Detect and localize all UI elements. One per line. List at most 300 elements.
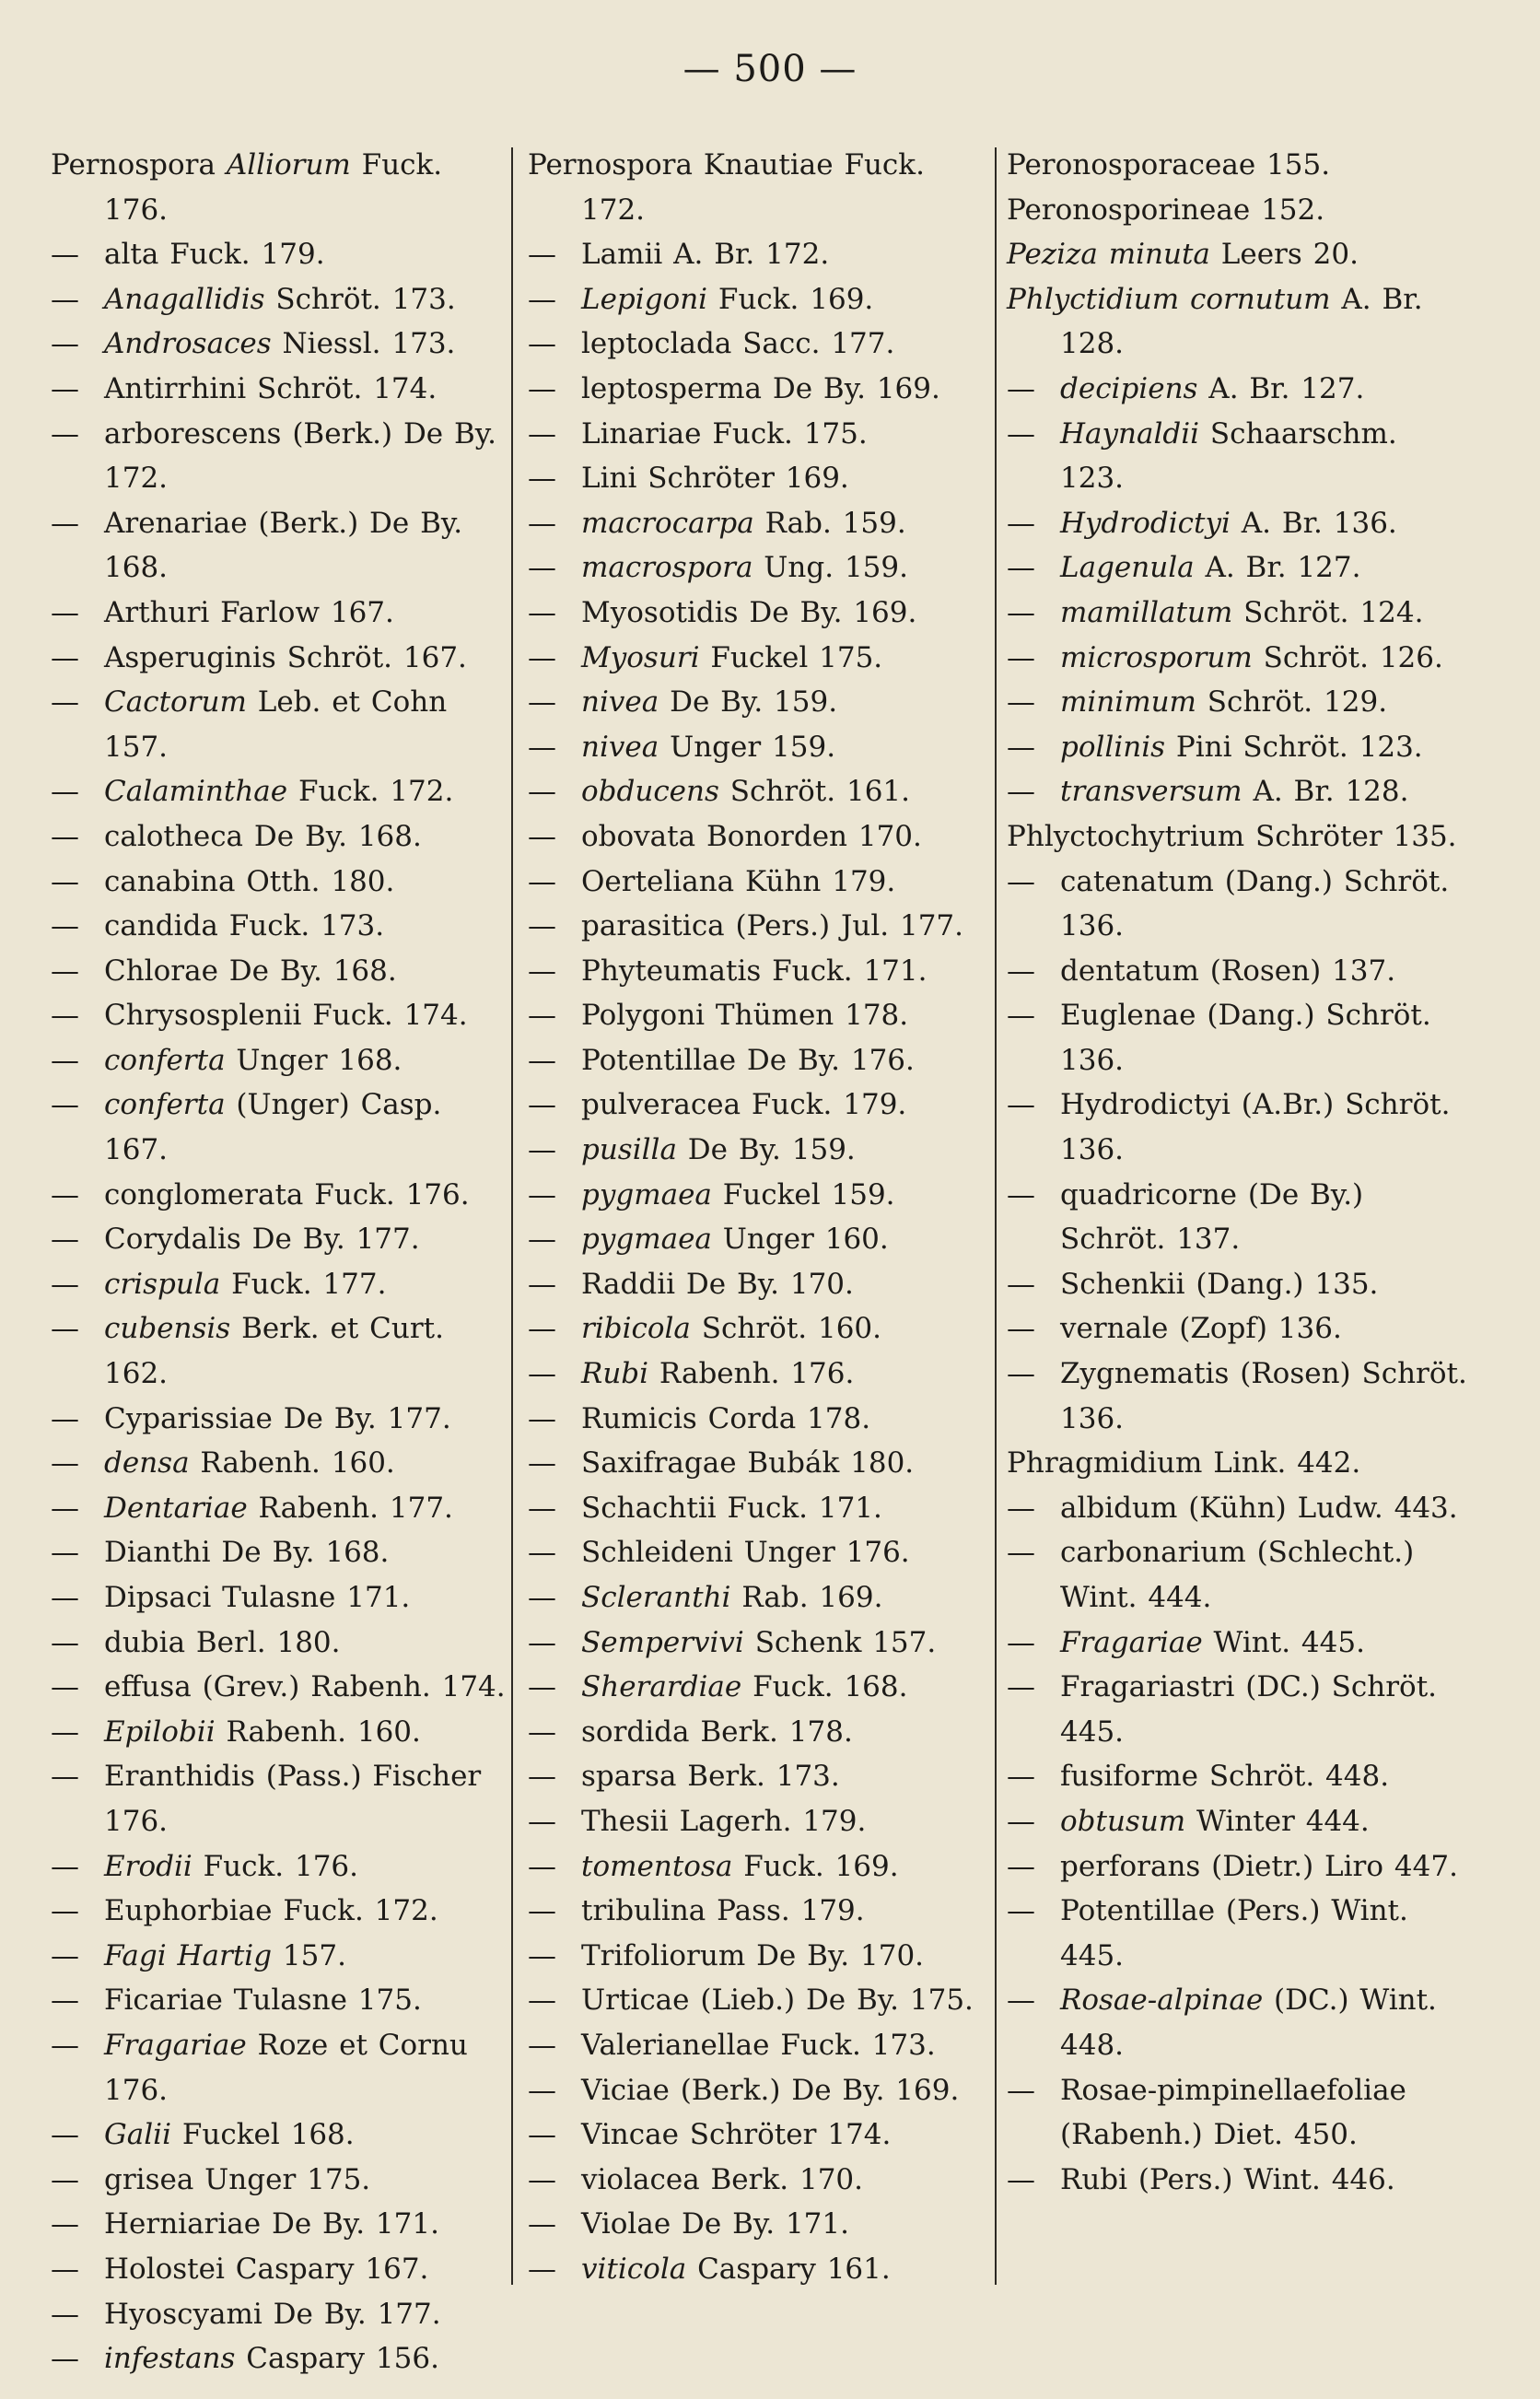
entry-text: Fuckel 168. [171,2118,355,2152]
entry-text: Corydalis De By. 177. [104,1223,420,1257]
index-entry [51,591,511,636]
entry-text: Rumicis Corda 178. [581,1401,871,1435]
entry-text: Rabenh. 177. [247,1491,453,1525]
entry-text: Lini Schröter 169. [581,462,849,496]
entry-dash: — [528,864,556,898]
entry-italic-name: Sempervivi [581,1625,744,1659]
entry-dash: — [51,595,79,629]
entry-dash: — [1007,1357,1035,1391]
index-entry [51,412,511,501]
index-entry [528,1621,988,1666]
index-column-3 [1007,143,1467,2202]
index-entry [1007,1173,1467,1262]
entry-italic-name: macrocarpa [581,506,754,540]
entry-dash: — [1007,1088,1035,1122]
entry-dash: — [51,2118,79,2152]
entry-text: A. Br. 127. [1197,371,1365,405]
index-entry [1007,1262,1467,1307]
entry-text: Rabenh. 160. [215,1714,421,1749]
entry-text: Schröt. 124. [1232,595,1424,629]
entry-text: Unger 168. [225,1043,402,1077]
index-entry [1007,814,1467,860]
entry-text: Phlyctochytrium Schröter 135. [1007,819,1457,853]
index-entry [51,232,511,277]
entry-dash: — [1007,1849,1035,1883]
entry-text: Asperuginis Schröt. 167. [104,640,467,674]
entry-text: Rab. 169. [730,1581,883,1614]
entry-text: Rubi (Pers.) Wint. 446. [1060,2162,1395,2196]
entry-italic-name: Haynaldii [1060,416,1200,451]
index-entry [51,1173,511,1218]
index-entry [51,993,511,1038]
index-entry [528,1575,988,1621]
index-entry [51,1217,511,1262]
entry-dash: — [51,1984,79,2018]
index-entry [51,1978,511,2023]
entry-text: leptoclada Sacc. 177. [581,327,895,361]
entry-text: A. Br. 127. [1194,551,1361,585]
entry-dash: — [528,640,556,674]
entry-dash: — [528,1938,556,1972]
entry-text: Hydrodictyi (A.Br.) Schröt. 136. [1060,1088,1451,1167]
index-entry [1007,412,1467,501]
entry-dash: — [528,1625,556,1659]
entry-text: Schaarschm. 123. [1060,416,1397,496]
entry-text: Saxifragae Bubák 180. [581,1446,915,1480]
entry-dash: — [1007,1536,1035,1570]
index-entry [51,1621,511,1666]
entry-italic-name: Erodii [104,1849,192,1883]
entry-dash: — [528,819,556,853]
entry-italic-name: cubensis [104,1312,231,1346]
entry-dash: — [528,1043,556,1077]
entry-italic-name: pygmaea [581,1223,712,1257]
entry-text: Pernospora [51,148,227,181]
entry-text: Fuck. 172. [287,775,454,809]
entry-dash: — [528,506,556,540]
entry-text: Vincae Schröter 174. [581,2118,892,2152]
entry-text: Herniariae De By. 171. [104,2207,439,2241]
entry-dash: — [1007,999,1035,1033]
entry-italic-name: Alliorum [226,148,351,181]
entry-dash: — [528,2118,556,2152]
index-entry [528,501,988,546]
entry-text: Roze et Cornu 176. [104,2028,468,2107]
index-entry [51,1844,511,1890]
index-entry [528,1844,988,1890]
entry-text: Euglenae (Dang.) Schröt. 136. [1060,999,1431,1077]
index-entry [51,1038,511,1083]
entry-text: obovata Bonorden 170. [581,819,922,853]
index-entry [51,1082,511,1172]
entry-italic-name: Phlyctidium cornutum [1007,282,1331,316]
index-entry [51,367,511,412]
index-entry [51,2292,511,2337]
index-entry [528,769,988,814]
entry-text: Schleideni Unger 176. [581,1536,910,1570]
entry-text: perforans (Dietr.) Liro 447. [1060,1849,1458,1883]
index-entry [528,993,988,1038]
entry-dash: — [528,327,556,361]
entry-text: A. Br. 128. [1242,775,1409,809]
index-entry [528,1934,988,1979]
entry-text: catenatum (Dang.) Schröt. 136. [1060,864,1450,943]
entry-dash: — [528,1849,556,1883]
entry-dash: — [51,1401,79,1435]
entry-dash: — [1007,506,1035,540]
entry-text: Lamii A. Br. 172. [581,238,830,272]
entry-dash: — [51,1581,79,1614]
index-entry [528,277,988,322]
entry-dash: — [1007,864,1035,898]
entry-text: Fuck. 176. [192,1849,359,1883]
entry-dash: — [528,1491,556,1525]
entry-dash: — [51,775,79,809]
index-entry [51,1754,511,1843]
index-entry [528,412,988,457]
entry-text: sparsa Berk. 173. [581,1760,840,1794]
entry-text: Fuck. 177. [220,1267,387,1301]
entry-italic-name: Calaminthae [104,775,288,809]
column-divider [511,147,513,2285]
entry-text: Rabenh. 176. [648,1357,855,1391]
entry-dash: — [528,1177,556,1211]
entry-dash: — [528,1984,556,2018]
entry-dash: — [51,954,79,988]
index-entry [528,1799,988,1844]
entry-italic-name: Peziza minuta [1007,238,1210,272]
entry-dash: — [528,2207,556,2241]
entry-dash: — [1007,1491,1035,1525]
entry-text: Schachtii Fuck. 171. [581,1491,882,1525]
index-entry [51,2247,511,2292]
entry-text: Fuck. 176. [104,148,443,227]
entry-italic-name: Fragariae [104,2028,247,2062]
entry-text: candida Fuck. 173. [104,909,385,943]
index-entry [1007,725,1467,770]
entry-text: Chrysosplenii Fuck. 174. [104,999,468,1033]
entry-dash: — [1007,551,1035,585]
index-entry [51,680,511,769]
index-entry [1007,1844,1467,1890]
entry-text: De By. 159. [676,1133,856,1167]
entry-italic-name: Lagenula [1060,551,1195,585]
index-entry [51,1486,511,1531]
entry-text: dentatum (Rosen) 137. [1060,954,1396,988]
index-entry [1007,1799,1467,1844]
index-entry [51,636,511,681]
entry-dash: — [528,775,556,809]
entry-italic-name: conferta [104,1088,226,1122]
entry-text: carbonarium (Schlecht.) Wint. 444. [1060,1536,1415,1614]
entry-text: Schenk 157. [743,1625,937,1659]
index-entry [528,904,988,949]
entry-dash: — [1007,730,1035,764]
entry-text: conglomerata Fuck. 176. [104,1177,470,1211]
index-entry [528,1441,988,1486]
column-divider [995,147,997,2285]
entry-italic-name: viticola [581,2252,687,2286]
entry-text: Dianthi De By. 168. [104,1536,390,1570]
entry-dash: — [51,1714,79,1749]
entry-dash: — [51,2342,79,2376]
entry-italic-name: Androsaces [104,327,272,361]
index-entry [51,2202,511,2247]
entry-text: Linariae Fuck. 175. [581,416,868,451]
entry-italic-name: ribicola [581,1312,691,1346]
entry-text: Leers 20. [1209,238,1359,272]
entry-dash: — [528,999,556,1033]
entry-dash: — [51,1223,79,1257]
entry-text: effusa (Grev.) Rabenh. 174. [104,1670,506,1704]
entry-dash: — [51,999,79,1033]
entry-text: Myosotidis De By. 169. [581,595,917,629]
entry-text: Caspary 161. [686,2252,891,2286]
index-entry [1007,277,1467,367]
entry-text: Thesii Lagerh. 179. [581,1804,867,1838]
entry-text: Fuck. 168. [741,1670,908,1704]
entry-dash: — [1007,1312,1035,1346]
entry-text: Schröt. 126. [1252,640,1443,674]
entry-text: Winter 444. [1185,1804,1370,1838]
entry-italic-name: densa [104,1446,190,1480]
index-entry [51,769,511,814]
entry-dash: — [528,551,556,585]
entry-text: Urticae (Lieb.) De By. 175. [581,1984,974,2018]
entry-text: Caspary 156. [235,2342,439,2376]
entry-dash: — [1007,1670,1035,1704]
index-entry [1007,993,1467,1082]
entry-italic-name: mamillatum [1060,595,1233,629]
entry-text: Pernospora Knautiae Fuck. 172. [528,148,925,227]
entry-dash: — [1007,1804,1035,1838]
entry-dash: — [51,909,79,943]
entry-dash: — [51,1043,79,1077]
entry-italic-name: Epilobii [104,1714,216,1749]
entry-dash: — [528,1088,556,1122]
index-entry [51,2336,511,2381]
entry-italic-name: Fragariae [1060,1625,1203,1659]
entry-text: Pini Schröt. 123. [1165,730,1423,764]
entry-text: Viciae (Berk.) De By. 169. [581,2073,960,2107]
entry-dash: — [1007,1894,1035,1928]
entry-italic-name: Lepigoni [581,282,708,316]
entry-text: Wint. 445. [1202,1625,1365,1659]
entry-dash: — [51,1536,79,1570]
entry-text: pulveracea Fuck. 179. [581,1088,907,1122]
entry-dash: — [528,1760,556,1794]
index-entry [528,591,988,636]
entry-text: leptosperma De By. 169. [581,371,940,405]
entry-dash: — [528,1536,556,1570]
entry-dash: — [1007,1984,1035,2018]
entry-italic-name: Myosuri [581,640,700,674]
entry-text: Schröt. 161. [718,775,910,809]
entry-dash: — [51,1625,79,1659]
entry-italic-name: decipiens [1060,371,1198,405]
index-entry [51,1665,511,1710]
entry-italic-name: Galii [104,2118,171,2152]
index-entry [528,636,988,681]
index-entry [51,277,511,322]
entry-dash: — [51,1849,79,1883]
entry-text: (DC.) Wint. 448. [1060,1984,1437,2062]
entry-text: grisea Unger 175. [104,2162,371,2196]
index-entry [1007,1530,1467,1620]
entry-dash: — [528,2028,556,2062]
entry-italic-name: obtusum [1060,1804,1186,1838]
entry-text: Ung. 159. [752,551,908,585]
index-entry [528,1352,988,1397]
entry-dash: — [51,416,79,451]
entry-italic-name: Rubi [581,1357,649,1391]
entry-dash: — [51,1446,79,1480]
entry-dash: — [528,1401,556,1435]
index-entry [1007,2068,1467,2158]
entry-text: Phragmidium Link. 442. [1007,1446,1361,1480]
entry-dash: — [51,2252,79,2286]
entry-italic-name: pollinis [1060,730,1166,764]
index-entry [528,367,988,412]
index-entry [528,1754,988,1799]
entry-text: Leb. et Cohn 157. [104,685,448,764]
entry-text: tribulina Pass. 179. [581,1894,865,1928]
entry-dash: — [1007,416,1035,451]
index-entry [1007,1754,1467,1799]
index-entry [51,2112,511,2158]
entry-text: 157. [272,1938,346,1972]
entry-dash: — [528,1714,556,1749]
index-entry [51,860,511,905]
entry-text: Fragariastri (DC.) Schröt. 445. [1060,1670,1438,1749]
index-entry [528,1038,988,1083]
entry-text: Cyparissiae De By. 177. [104,1401,451,1435]
entry-dash: — [51,864,79,898]
entry-dash: — [51,1760,79,1794]
entry-dash: — [528,1581,556,1614]
index-entry [1007,545,1467,591]
index-entry [528,232,988,277]
index-entry [51,1397,511,1442]
entry-dash: — [528,2162,556,2196]
entry-dash: — [1007,595,1035,629]
index-entry [528,1082,988,1128]
index-entry [51,1889,511,1934]
index-entry [1007,1978,1467,2067]
entry-text: Euphorbiae Fuck. 172. [104,1894,438,1928]
entry-text: A. Br. 136. [1230,506,1397,540]
entry-italic-name: Fagi Hartig [104,1938,273,1972]
index-entry [51,1441,511,1486]
entry-text: Oerteliana Kühn 179. [581,864,896,898]
index-entry [51,1262,511,1307]
index-entry [1007,188,1467,233]
entry-italic-name: pusilla [581,1133,677,1167]
index-entry [51,143,511,232]
index-entry [528,725,988,770]
entry-italic-name: tomentosa [581,1849,733,1883]
entry-italic-name: conferta [104,1043,226,1077]
entry-text: Fuck. 169. [732,1849,899,1883]
index-entry [528,1978,988,2023]
index-entry [528,1710,988,1755]
entry-dash: — [528,909,556,943]
entry-dash: — [528,2252,556,2286]
entry-dash: — [528,1804,556,1838]
entry-dash: — [528,730,556,764]
index-entry [528,1889,988,1934]
index-entry [528,1262,988,1307]
entry-text: Phyteumatis Fuck. 171. [581,954,928,988]
entry-italic-name: obducens [581,775,719,809]
entry-dash: — [528,1670,556,1704]
entry-text: vernale (Zopf) 136. [1060,1312,1342,1346]
entry-dash: — [1007,1760,1035,1794]
entry-italic-name: Dentariae [104,1491,248,1525]
index-entry [1007,949,1467,994]
entry-dash: — [51,1938,79,1972]
index-entry [528,1665,988,1710]
entry-text: Arthuri Farlow 167. [104,595,394,629]
index-entry [528,1217,988,1262]
index-entry [528,2023,988,2068]
entry-dash: — [51,1267,79,1301]
index-entry [528,143,988,232]
entry-text: A. Br. 128. [1060,282,1423,361]
index-entry [528,2068,988,2113]
entry-text: Potentillae De By. 176. [581,1043,915,1077]
index-entry [528,1486,988,1531]
index-entry [51,501,511,591]
index-entry [1007,2158,1467,2203]
entry-italic-name: Sherardiae [581,1670,742,1704]
entry-dash: — [528,238,556,272]
entry-dash: — [51,327,79,361]
index-entry [528,2202,988,2247]
entry-text: Niessl. 173. [271,327,456,361]
entry-dash: — [528,685,556,720]
index-entry [1007,143,1467,188]
index-entry [1007,769,1467,814]
index-entry [51,1934,511,1979]
entry-text: Fuckel 159. [711,1177,895,1211]
entry-text: Violae De By. 171. [581,2207,849,2241]
entry-dash: — [51,2028,79,2062]
entry-text: alta Fuck. 179. [104,238,325,272]
entry-italic-name: Scleranthi [581,1581,731,1614]
entry-text: Potentillae (Pers.) Wint. 445. [1060,1894,1408,1972]
entry-text: calotheca De By. 168. [104,819,422,853]
entry-dash: — [528,954,556,988]
index-entry [1007,591,1467,636]
index-entry [528,1306,988,1352]
index-entry [528,680,988,725]
index-column-1 [51,143,511,2381]
entry-italic-name: pygmaea [581,1177,712,1211]
entry-text: fusiforme Schröt. 448. [1060,1760,1390,1794]
entry-text: Ficariae Tulasne 175. [104,1984,422,2018]
entry-text: Schenkii (Dang.) 135. [1060,1267,1379,1301]
entry-dash: — [1007,775,1035,809]
entry-dash: — [528,371,556,405]
entry-text: Schröt. 129. [1196,685,1388,720]
entry-dash: — [51,1177,79,1211]
index-column-2 [528,143,988,2292]
entry-dash: — [51,1894,79,1928]
entry-dash: — [51,1491,79,1525]
index-entry [1007,1665,1467,1754]
index-entry [51,814,511,860]
